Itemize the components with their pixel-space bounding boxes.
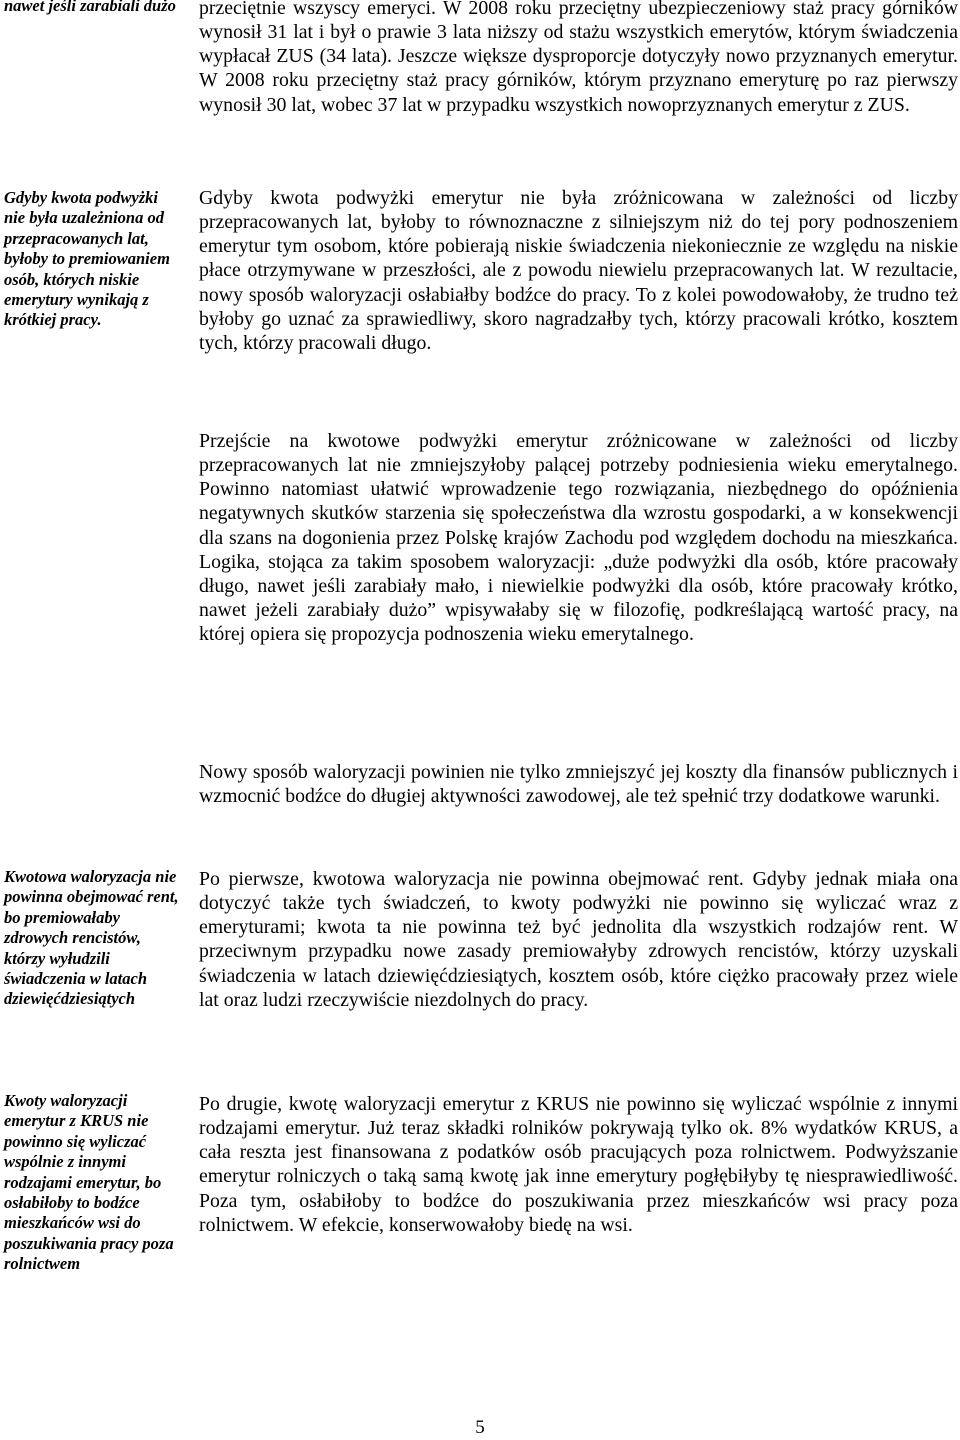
paragraph-5: Po pierwsze, kwotowa waloryzacja nie powinna obejmować rent. Gdyby jednak miała ona dotyczyć także tych świadczeń, to kwoty podwyżki nie powinno się wyliczać wraz z emeryturami; kwota ta nie powinna też być jednolita dla wszystkich rodzajów rent. W przeciwnym przypadku nowe zasady premiowałyby zdrowych rencistów, którzy uzyskali świadczenia w latach dziewięćdziesiątych, kosztem osób, które ciężko pracowały przez wiele lat oraz ludzi rzeczywiście niezdolnych do pracy. xyxy=(199,868,958,1011)
page-number: 5 xyxy=(475,1417,485,1438)
side-note-1: nawet jeśli zarabiali dużo xyxy=(4,0,176,15)
paragraph-2: Gdyby kwota podwyżki emerytur nie była zróżnicowana w zależności od liczby przepracowanych lat, byłoby to równoznaczne z silniejszym niż do tej pory podnoszeniem emerytur tym osobom, które pobierają niskie świadczenia niekoniecznie ze względu na niskie płace otrzymywane w przeszłości, ale z powodu niewielu przepracowanych lat. W rezultacie, nowy sposób waloryzacji osłabiałby bodźce do pracy. To z kolei powodowałoby, że trudno też byłoby go uznać za sprawiedliwy, skoro nagradzałby tych, którzy pracowali krótko, kosztem tych, którzy pracowali długo. xyxy=(199,187,958,354)
paragraph-3: Przejście na kwotowe podwyżki emerytur zróżnicowane w zależności od liczby przepracowanych lat nie zmniejszyłoby palącej potrzeby podniesienia wieku emerytalnego. Powinno natomiast ułatwić wprowadzenie tego rozwiązania, niezbędnego do opóźnienia negatywnych skutków starzenia się społeczeństwa dla wzrostu gospodarki, a w konsekwencji dla szans na dogonienia przez Polskę krajów Zachodu pod względem dochodu na mieszkańca. Logika, stojąca za takim sposobem waloryzacji: „duże podwyżki dla osób, które pracowały długo, nawet jeśli zarabiały mało, i niewielkie podwyżki dla osób, które pracowały krótko, nawet jeżeli zarabiały dużo” wpisywałaby się w filozofię, podkreślającą wartość pracy, na której opiera się propozycja podnoszenia wieku emerytalnego. xyxy=(199,430,958,646)
paragraph-6: Po drugie, kwotę waloryzacji emerytur z KRUS nie powinno się wyliczać wspólnie z innymi rodzajami emerytur. Już teraz składki rolników pokrywają tylko ok. 8% wydatków KRUS, a cała reszta jest finansowana z podatków osób pracujących poza rolnictwem. Podwyższanie emerytur rolniczych o taką samą kwotę jak inne emerytury pogłębiłyby tę niesprawiedliwość. Poza tym, osłabiłoby to bodźce do poszukiwania przez mieszkańców wsi pracy poza rolnictwem. W efekcie, konserwowałoby biedę na wsi. xyxy=(199,1093,958,1236)
paragraph-1: przeciętnie wszyscy emeryci. W 2008 roku przeciętny ubezpieczeniowy staż pracy górników wynosił 31 lat i był o prawie 3 lata niższy od stażu wszystkich emerytów, którym świadczenia wypłacał ZUS (34 lata). Jeszcze większe dysproporcje dotyczyły nowo przyznanych emerytur. W 2008 roku przeciętny staż pracy górników, którym przyznano emeryturę po raz pierwszy wynosił 30 lat, wobec 37 lat w przypadku wszystkich nowoprzyznanych emerytur z ZUS. xyxy=(199,0,958,116)
side-note-3: Kwotowa waloryzacja nie powinna obejmować rent, bo premiowałaby zdrowych rencistów, którzy wyłudzili świadczenia w latach dziewięćdziesiątych xyxy=(4,867,179,1009)
side-note-4: Kwoty waloryzacji emerytur z KRUS nie powinno się wyliczać wspólnie z innymi rodzajami emerytur, bo osłabiłoby to bodźce mieszkańców wsi do poszukiwania pracy poza rolnictwem xyxy=(4,1091,174,1274)
side-note-2: Gdyby kwota podwyżki nie była uzależniona od przepracowanych lat, byłoby to premiowaniem osób, których niskie emerytury wynikają z krótkiej pracy. xyxy=(4,188,170,330)
paragraph-4: Nowy sposób waloryzacji powinien nie tylko zmniejszyć jej koszty dla finansów publicznych i wzmocnić bodźce do długiej aktywności zawodowej, ale też spełnić trzy dodatkowe warunki. xyxy=(199,761,958,808)
